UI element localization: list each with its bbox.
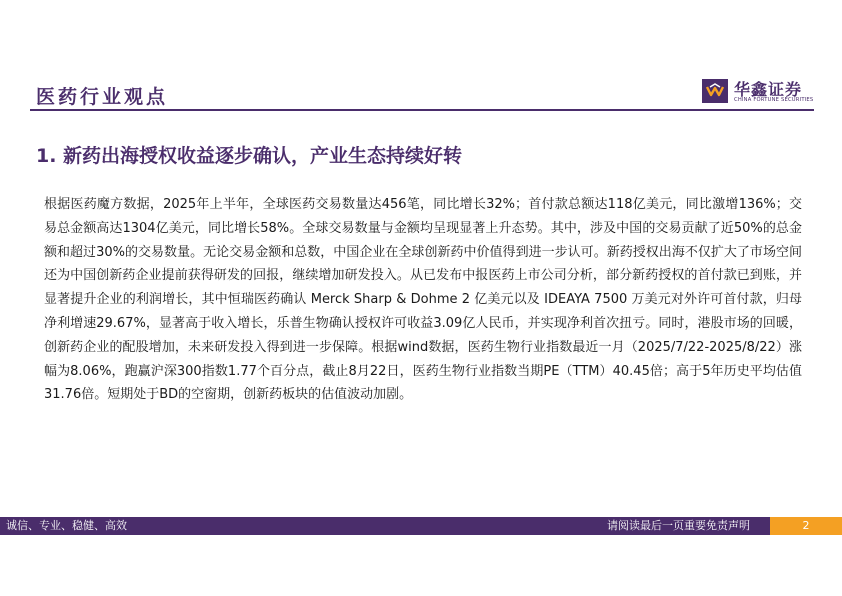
logo [702, 77, 814, 107]
logo-mark-icon [702, 79, 728, 103]
footer-slogan: 诚信、专业、稳健、高效 [6, 519, 127, 532]
headline: 1. 新药出海授权收益逐步确认，产业生态持续好转 [36, 145, 463, 167]
logo-name: 华鑫证券 [734, 80, 803, 99]
body-paragraph: 根据医药魔方数据，2025年上半年，全球医药交易数量达456笔，同比增长32%；首付款总额达118亿美元，同比激增136%；交易总金额高达1304亿美元，同比增长58%。全球交易数量与金额均呈现显著上升态势。其中，涉及中国的交易贡献了近50%的总金额和超过30%的交易数量。无论交易金额和总数，中国企业在全球创新药中价值得到进一步认可。新药授权出海不仅扩大了市场空间还为中国创新药企业提前获得研发的回报，继续增加研发投入。从已发布中报医药上市公司分析，部分新药授权的首付款已到账，并显著提升企业的利润增长，其中恒瑞医药确认 Merck Sharp & Dohme 2 亿美元以及 IDEAYA 7500 万美元对外许可首付款，归母净利增速29.67%，显著高于收入增长，乐普生物确认授权许可收益3.09亿人民币，并实现净利首次扭亏。同时，港股市场的回暖，创新药企业的配股增加，未来研发投入得到进一步保障。根据wind数据，医药生物行业指数最近一月（2025/7/22-2025/8/22）涨幅为8.06%，跑赢沪深300指数1.77个百分点，截止8月22日，医药生物行业指数当期PE（TTM）40.45倍；高于5年历史平均估值31.76倍。短期处于BD的空窗期，创新药板块的估值波动加剧。 [44, 197, 802, 403]
footer-disclaimer: 请阅读最后一页重要免责声明 [607, 519, 750, 532]
section-title: 医药行业观点 [36, 86, 169, 108]
footer-bar [0, 517, 842, 535]
page-number: 2 [770, 517, 842, 535]
logo-subtitle: CHINA FORTUNE SECURITIES [734, 97, 814, 103]
header-divider [30, 109, 814, 111]
